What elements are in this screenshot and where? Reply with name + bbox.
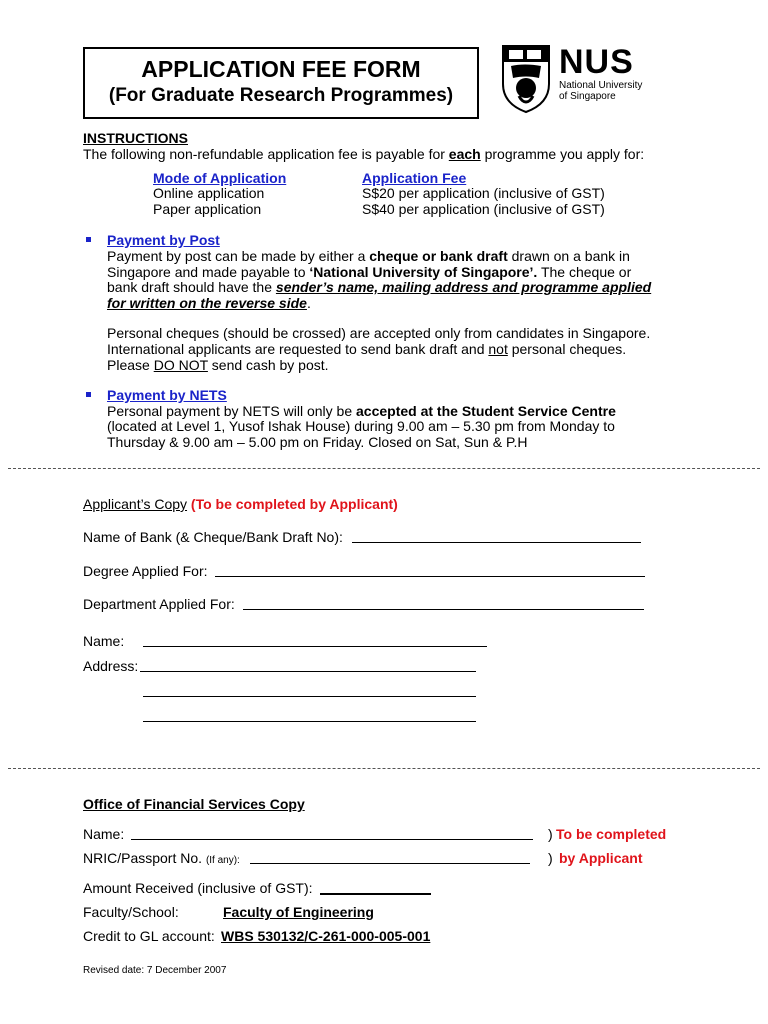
bank-label: Name of Bank (& Cheque/Bank Draft No): — [83, 529, 343, 545]
post-text: bank draft should have the — [107, 279, 276, 295]
office-copy-heading: Office of Financial Services Copy — [83, 796, 305, 812]
post-do-not: DO NOT — [153, 357, 208, 373]
logo-subtext-1: National University — [559, 80, 643, 91]
applicant-heading-text: Applicant’s Copy — [83, 496, 188, 512]
post-text: Payment by post can be made by either a — [107, 248, 370, 264]
applicant-note: (To be completed by Applicant) — [190, 496, 398, 512]
address-field-line-1[interactable] — [140, 671, 476, 672]
post-text: Please — [107, 357, 154, 373]
nets-line-1 — [107, 403, 616, 419]
post-text: . — [306, 295, 311, 311]
name-field[interactable] — [143, 646, 487, 647]
bank-field[interactable] — [352, 542, 641, 543]
post-reverse-note: sender’s name, mailing address and programme applied — [275, 279, 652, 295]
faculty-value: Faculty of Engineering — [223, 904, 374, 920]
address-field-line-3[interactable] — [143, 721, 476, 722]
post-reverse-note-end: for written on the reverse side — [107, 295, 307, 311]
brace-top: ) — [548, 826, 553, 842]
department-field[interactable] — [243, 609, 644, 610]
name-label: Name: — [83, 633, 125, 649]
post-text: Singapore and made payable to — [107, 264, 310, 280]
logo-subtext-2: of Singapore — [559, 91, 616, 102]
nric-field[interactable] — [250, 863, 530, 864]
intro-text: The following non-refundable application fee is payable for — [83, 146, 449, 162]
instructions-heading: INSTRUCTIONS — [83, 130, 188, 146]
cut-line-1 — [8, 468, 760, 469]
bullet-icon — [86, 237, 91, 242]
fee-paper: S$40 per application (inclusive of GST) — [362, 201, 605, 217]
mode-paper: Paper application — [153, 201, 262, 217]
amount-field[interactable] — [320, 893, 431, 895]
gl-account-value: WBS 530132/C-261-000-005-001 — [221, 928, 431, 944]
fee-online: S$20 per application (inclusive of GST) — [362, 185, 605, 201]
faculty-label: Faculty/School: — [83, 904, 179, 920]
post-payee: ‘National University of Singapore’. — [309, 264, 538, 280]
revised-date: Revised date: 7 December 2007 — [83, 965, 227, 976]
post-text: personal cheques. — [507, 341, 627, 357]
mode-column-header: Mode of Application — [153, 170, 287, 186]
post-text: International applicants are requested to send bank draft and — [107, 341, 489, 357]
cut-line-2 — [8, 768, 760, 769]
address-field-line-2[interactable] — [143, 696, 476, 697]
office-name-label: Name: — [83, 826, 125, 842]
post-line-4 — [107, 295, 311, 311]
post-text: drawn on a bank in — [507, 248, 630, 264]
post-not: not — [488, 341, 508, 357]
post-heading: Payment by Post — [107, 232, 220, 248]
post-para2-line-3 — [107, 357, 329, 373]
title-box — [83, 47, 479, 119]
degree-label: Degree Applied For: — [83, 563, 208, 579]
office-name-field[interactable] — [131, 839, 533, 840]
intro-each: each — [448, 146, 481, 162]
degree-field[interactable] — [215, 576, 645, 577]
brace-bottom: ) — [548, 850, 553, 866]
nets-line-2: (located at Level 1, Yusof Ishak House) during 9.00 am – 5.30 pm from Monday to — [107, 418, 615, 434]
nets-heading: Payment by NETS — [107, 387, 227, 403]
nric-text: NRIC/Passport No. — [83, 850, 203, 866]
logo-text: NUS — [559, 43, 634, 81]
fee-column-header: Application Fee — [362, 170, 467, 186]
post-line-2 — [107, 264, 631, 280]
completed-note-1: To be completed — [556, 826, 667, 842]
applicant-copy-heading — [83, 496, 398, 512]
nric-label — [83, 850, 240, 869]
post-text: The cheque or — [537, 264, 632, 280]
post-text: send cash by post. — [207, 357, 329, 373]
nus-logo — [501, 44, 661, 114]
post-para2-line-1: Personal cheques (should be crossed) are accepted only from candidates in Singapore. — [107, 325, 651, 341]
post-cheque: cheque or bank draft — [369, 248, 508, 264]
mode-online: Online application — [153, 185, 265, 201]
post-line-1 — [107, 248, 630, 264]
bullet-icon — [86, 392, 91, 397]
nric-if-any: (If any): — [205, 855, 240, 866]
department-label: Department Applied For: — [83, 596, 235, 612]
post-para2-line-2 — [107, 341, 626, 357]
form-title: APPLICATION FEE FORM — [141, 56, 421, 82]
gl-account-label: Credit to GL account: — [83, 928, 215, 944]
post-line-3 — [107, 279, 651, 295]
completed-note-2: by Applicant — [559, 850, 643, 866]
address-label: Address: — [83, 658, 139, 674]
intro-text-end: programme you apply for: — [480, 146, 645, 162]
instructions-intro — [83, 146, 644, 162]
nets-location: accepted at the Student Service Centre — [356, 403, 616, 419]
nets-line-3: Thursday & 9.00 am – 5.00 pm on Friday. Closed on Sat, Sun & P.H — [107, 434, 528, 450]
form-subtitle: (For Graduate Research Programmes) — [108, 85, 454, 106]
nets-text: Personal payment by NETS will only be — [107, 403, 356, 419]
amount-label: Amount Received (inclusive of GST): — [83, 880, 313, 896]
